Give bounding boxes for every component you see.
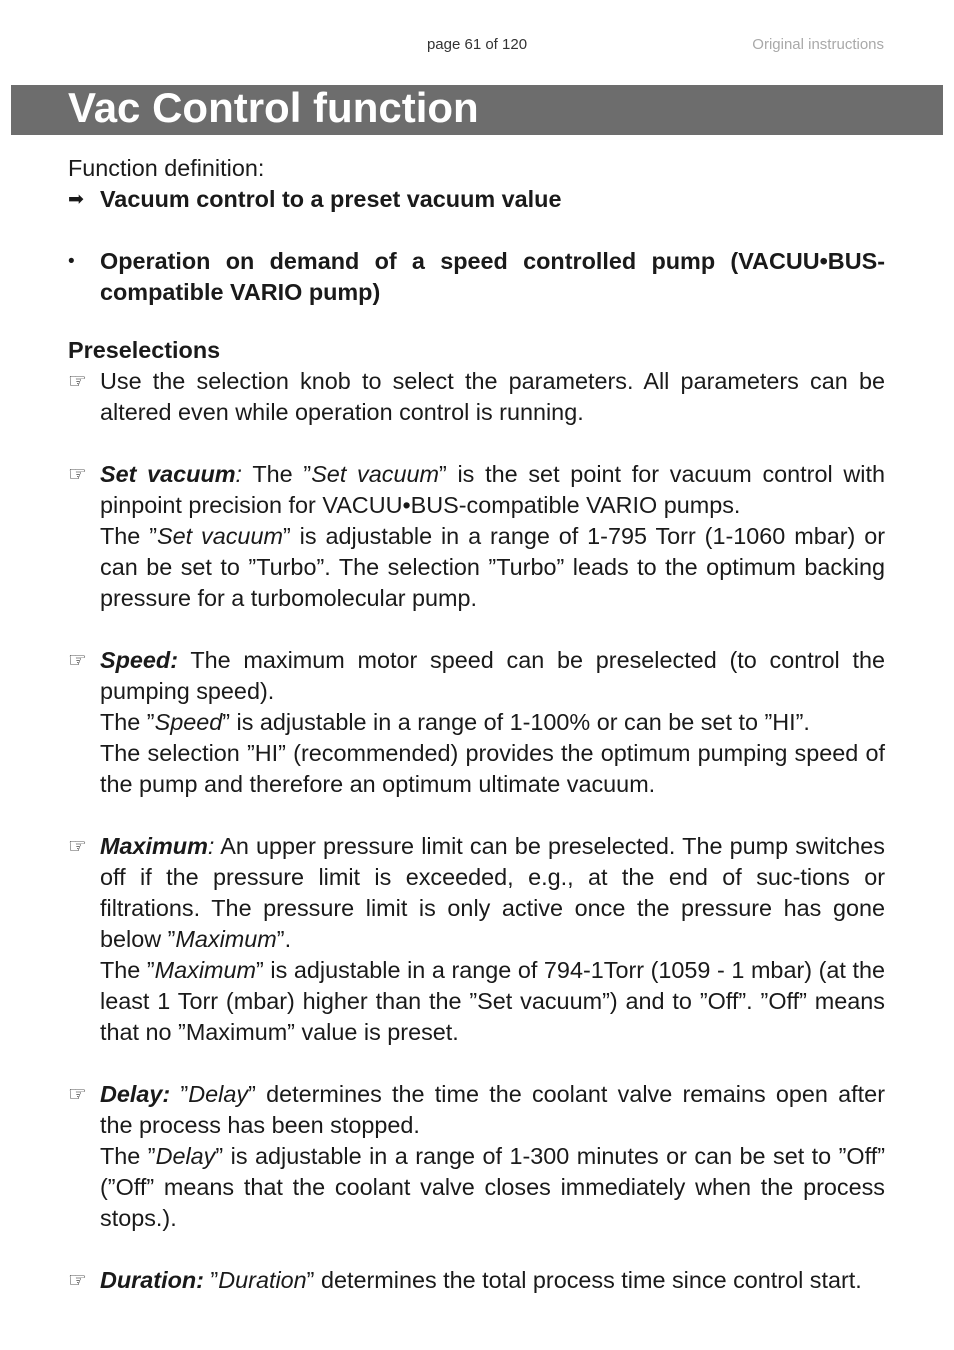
preselection-intro-text: Use the selection knob to select the parameters. All parameters can be altered even while operation control is running. — [100, 368, 885, 425]
speed-term: Speed: — [100, 647, 178, 673]
set-vacuum-term: Set vacuum — [100, 461, 236, 487]
bullet-icon: • — [68, 251, 75, 272]
function-definition-label: Function definition: — [68, 155, 265, 181]
pointing-hand-icon: ☞ — [68, 1083, 87, 1106]
arrow-right-icon: ➡ — [68, 189, 84, 210]
pointing-hand-icon: ☞ — [68, 835, 87, 858]
content — [68, 153, 885, 1296]
arrow-item — [68, 184, 885, 215]
set-vacuum-item: ☞ Set vacuum: The ”Set vacuum” is the set point for vacuum control with pinpoint precision for VACUU•BUS-compatible VARIO pumps. The ”Set vacuum” is adjustable in a range of 1-795 Torr (1-1060 mbar) or can be set to ”Turbo”. The selection ”Turbo” leads to the optimum backing pressure for a turbomolecular pump. — [68, 459, 885, 614]
delay-term: Delay: — [100, 1081, 171, 1107]
pointing-hand-icon: ☞ — [68, 1269, 87, 1292]
preselection-intro — [68, 366, 885, 428]
pointing-hand-icon: ☞ — [68, 463, 87, 486]
delay-item: ☞ Delay: ”Delay” determines the time the coolant valve remains open after the process has been stopped. The ”Delay” is adjustable in a range of 1-300 minutes or can be set to ”Off” (”Off” means that the coolant valve closes immediately when the process stops.). — [68, 1079, 885, 1234]
title-bar — [11, 85, 943, 135]
duration-item: ☞ Duration: ”Duration” determines the total process time since control start. — [68, 1265, 885, 1296]
pointing-hand-icon: ☞ — [68, 649, 87, 672]
preselections-heading: Preselections — [68, 337, 221, 363]
document-label: Original instructions — [752, 36, 884, 53]
maximum-term: Maximum — [100, 833, 208, 859]
arrow-item-text: Vacuum control to a preset vacuum value — [100, 186, 562, 212]
page-title: Vac Control function — [68, 84, 479, 131]
bullet-item — [68, 246, 885, 308]
maximum-item: ☞ Maximum: An upper pressure limit can be preselected. The pump switches off if the pressure limit is exceeded, e.g., at the end of suc-tions or filtrations. The pressure limit is only active once the pressure has gone below ”Maximum”. The ”Maximum” is adjustable in a range of 794-1Torr (1059 - 1 mbar) (at the least 1 Torr (mbar) higher than the ”Set vacuum”) and to ”Off”. ”Off” means that no ”Maximum” value is preset. — [68, 831, 885, 1048]
speed-item: ☞ Speed: The maximum motor speed can be preselected (to control the pumping speed). The ”Speed” is adjustable in a range of 1-100% or can be set to ”HI”. The selection ”HI” (recommended) provides the optimum pumping speed of the pump and therefore an optimum ultimate vacuum. — [68, 645, 885, 800]
pointing-hand-icon: ☞ — [68, 370, 87, 393]
page-number: page 61 of 120 — [426, 36, 528, 53]
bullet-item-text: Operation on demand of a speed controlled pump (VACUU•BUS-compatible VARIO pump) — [100, 248, 885, 305]
duration-term: Duration: — [100, 1267, 204, 1293]
